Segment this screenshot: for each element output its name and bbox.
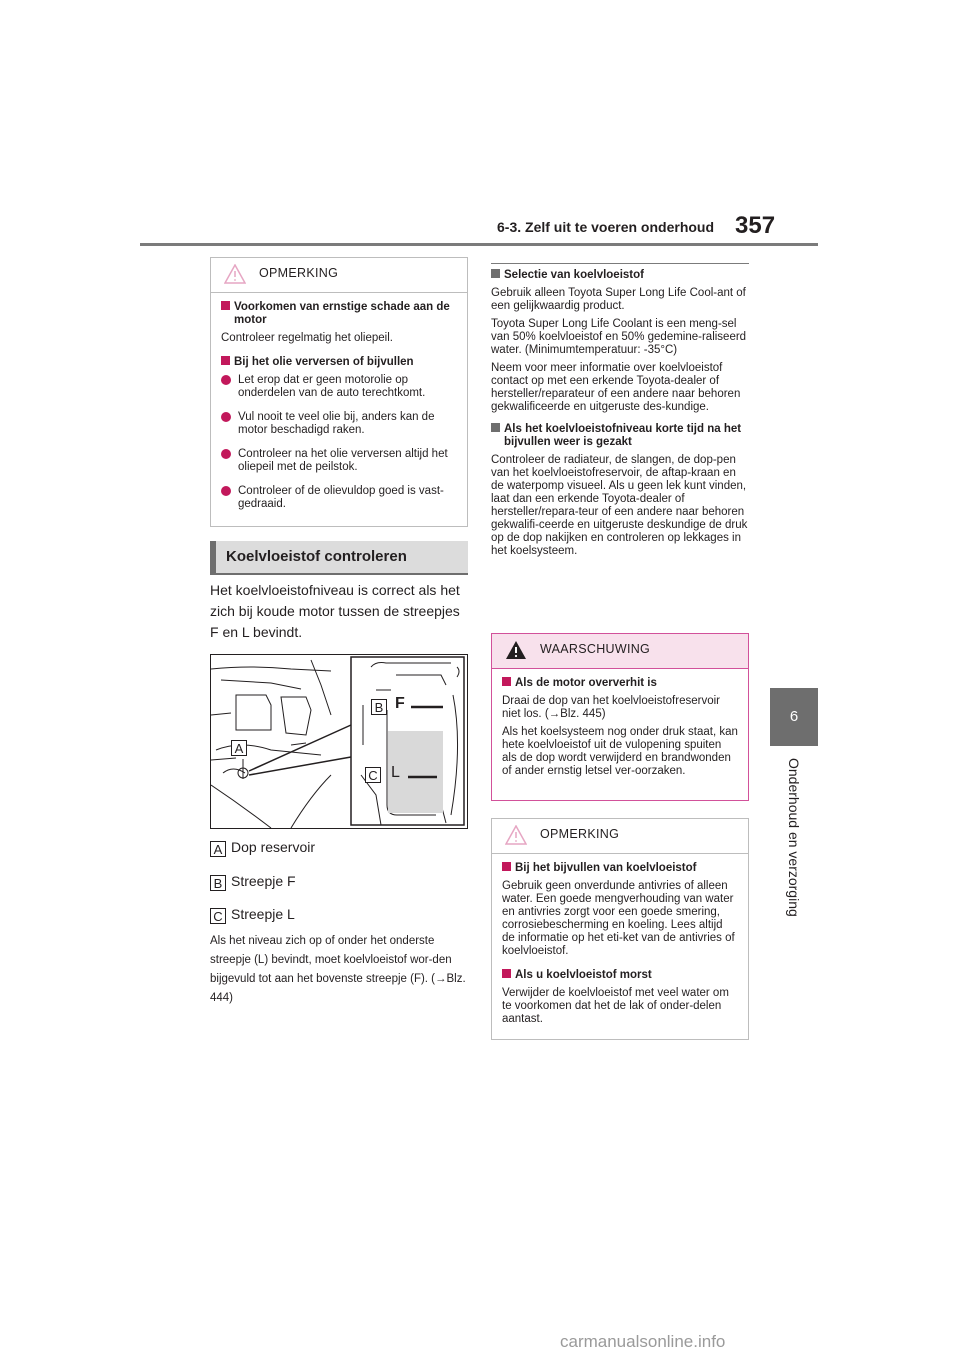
- info-paragraph: Toyota Super Long Life Coolant is een meng-sel van 50% koelvloeistof en 50% gedemine-raliseerd water. (Minimumtemperatuur: -35°C): [491, 318, 747, 356]
- note-heading: Bij het olie verversen of bijvullen: [221, 356, 457, 369]
- note-box-coolant: [491, 818, 749, 1040]
- square-bullet-icon: [502, 677, 511, 686]
- info-paragraph: Controleer de radiateur, de slangen, de dop-pen van het koelvloeistofreservoir, de aftap-kraan en de waterpomp visueel. Als u geen lek kunt vinden, laat dan een erkende Toyota-dealer of hersteller/repara-teur of een andere naar behoren gekwalifi-ceerde en uitgeruste deskundige de druk op de dop nakijken en controleren op lekkages in het koelsysteem.: [491, 454, 748, 557]
- info-heading: Als het koelvloeistofniveau korte tijd na het bijvullen weer is gezakt: [491, 423, 749, 449]
- note-box-oil: [210, 257, 468, 527]
- note-heading: Voorkomen van ernstige schade aan de motor: [221, 301, 457, 327]
- caution-icon: [224, 264, 246, 284]
- note-bullet: Vul nooit te veel olie bij, anders kan de motor beschadigd raken.: [221, 411, 457, 437]
- note-bullet: Controleer of de olievuldop goed is vast-gedraaid.: [221, 485, 457, 511]
- mark-l: L: [391, 764, 400, 781]
- square-bullet-icon: [221, 356, 230, 365]
- intro-text: Het koelvloeistofniveau is correct als het zich bij koude motor tussen de streepjes F en L bevindt.: [210, 582, 460, 640]
- note-heading: Als u koelvloeistof morst: [502, 969, 738, 982]
- chapter-title: Onderhoud en verzorging: [786, 758, 802, 917]
- page-number: 357: [735, 212, 776, 239]
- square-bullet-icon: [502, 862, 511, 871]
- figure-label-c: C: [365, 765, 386, 783]
- warning-icon: [505, 640, 527, 660]
- watermark: carmanualsonline.info: [560, 1332, 726, 1351]
- warning-box: [491, 633, 749, 801]
- info-paragraph: Gebruik alleen Toyota Super Long Life Cool-ant of een gelijkwaardig product.: [491, 287, 746, 312]
- caution-icon: [505, 825, 527, 845]
- note-paragraph: Gebruik geen onverdunde antivries of alleen water. Een goede mengverhouding van water en antivries zorgt voor een goede smering, corrosiebescherming en koeling. Lees altijd de informatie op het eti-ket van de antivries of koelvloeistof.: [502, 880, 735, 957]
- square-bullet-icon: [491, 269, 500, 278]
- note-bullet: Let erop dat er geen motorolie op onderdelen van de auto terechtkomt.: [221, 374, 457, 400]
- coolant-info: [491, 269, 749, 558]
- figure-label-b: B: [371, 697, 392, 715]
- section-title: 6-3. Zelf uit te voeren onderhoud: [497, 219, 715, 235]
- header-rule: [140, 243, 818, 246]
- warning-heading: Als de motor oververhit is: [502, 677, 738, 690]
- section-banner: Koelvloeistof controleren: [210, 541, 468, 573]
- warning-header: [492, 634, 748, 669]
- note-header: [211, 258, 467, 293]
- note-label: OPMERKING: [540, 827, 620, 841]
- figure-label-a: A: [231, 738, 252, 756]
- square-bullet-icon: [221, 301, 230, 310]
- note-paragraph: Controleer regelmatig het oliepeil.: [221, 332, 393, 344]
- note-header: [492, 819, 748, 854]
- info-heading: Selectie van koelvloeistof: [491, 269, 749, 282]
- warning-label: WAARSCHUWING: [540, 642, 651, 656]
- right-rule: [491, 263, 749, 264]
- mark-f: F: [395, 695, 405, 712]
- chapter-tab[interactable]: 6: [770, 688, 818, 746]
- warning-paragraph: Als het koelsysteem nog onder druk staat, kan hete koelvloeistof uit de vulopening spuiten als de dop wordt verwijderd en brandwonden of ander ernstig letsel ver-oorzaken.: [502, 726, 738, 777]
- level-note: Als het niveau zich op of onder het onderste streepje (L) bevindt, moet koelvloeistof wor-den bijgevuld tot aan het bovenste streepje (F). (→Blz. 444): [210, 935, 466, 1004]
- legend-item-a: A Dop reservoir: [210, 839, 315, 857]
- banner-rule: [210, 573, 468, 575]
- note-paragraph: Verwijder de koelvloeistof met veel water om te voorkomen dat het de lak of onder-delen aantast.: [502, 987, 729, 1025]
- info-paragraph: Neem voor meer informatie over koelvloeistof contact op met een erkende Toyota-dealer of hersteller/reparateur of een andere naar behoren gekwalificeerde en uitgeruste des-kundige.: [491, 362, 741, 413]
- round-bullet-icon: [221, 412, 231, 422]
- round-bullet-icon: [221, 449, 231, 459]
- square-bullet-icon: [502, 969, 511, 978]
- legend-item-c: C Streepje L: [210, 906, 295, 924]
- note-bullet: Controleer na het olie verversen altijd het oliepeil met de peilstok.: [221, 448, 457, 474]
- coolant-reservoir-figure: [210, 654, 468, 829]
- round-bullet-icon: [221, 375, 231, 385]
- note-label: OPMERKING: [259, 266, 339, 280]
- warning-paragraph: Draai de dop van het koelvloeistofreservoir niet los. (→Blz. 445): [502, 695, 720, 720]
- square-bullet-icon: [491, 423, 500, 432]
- round-bullet-icon: [221, 486, 231, 496]
- legend-item-b: B Streepje F: [210, 873, 296, 891]
- note-heading: Bij het bijvullen van koelvloeistof: [502, 862, 738, 875]
